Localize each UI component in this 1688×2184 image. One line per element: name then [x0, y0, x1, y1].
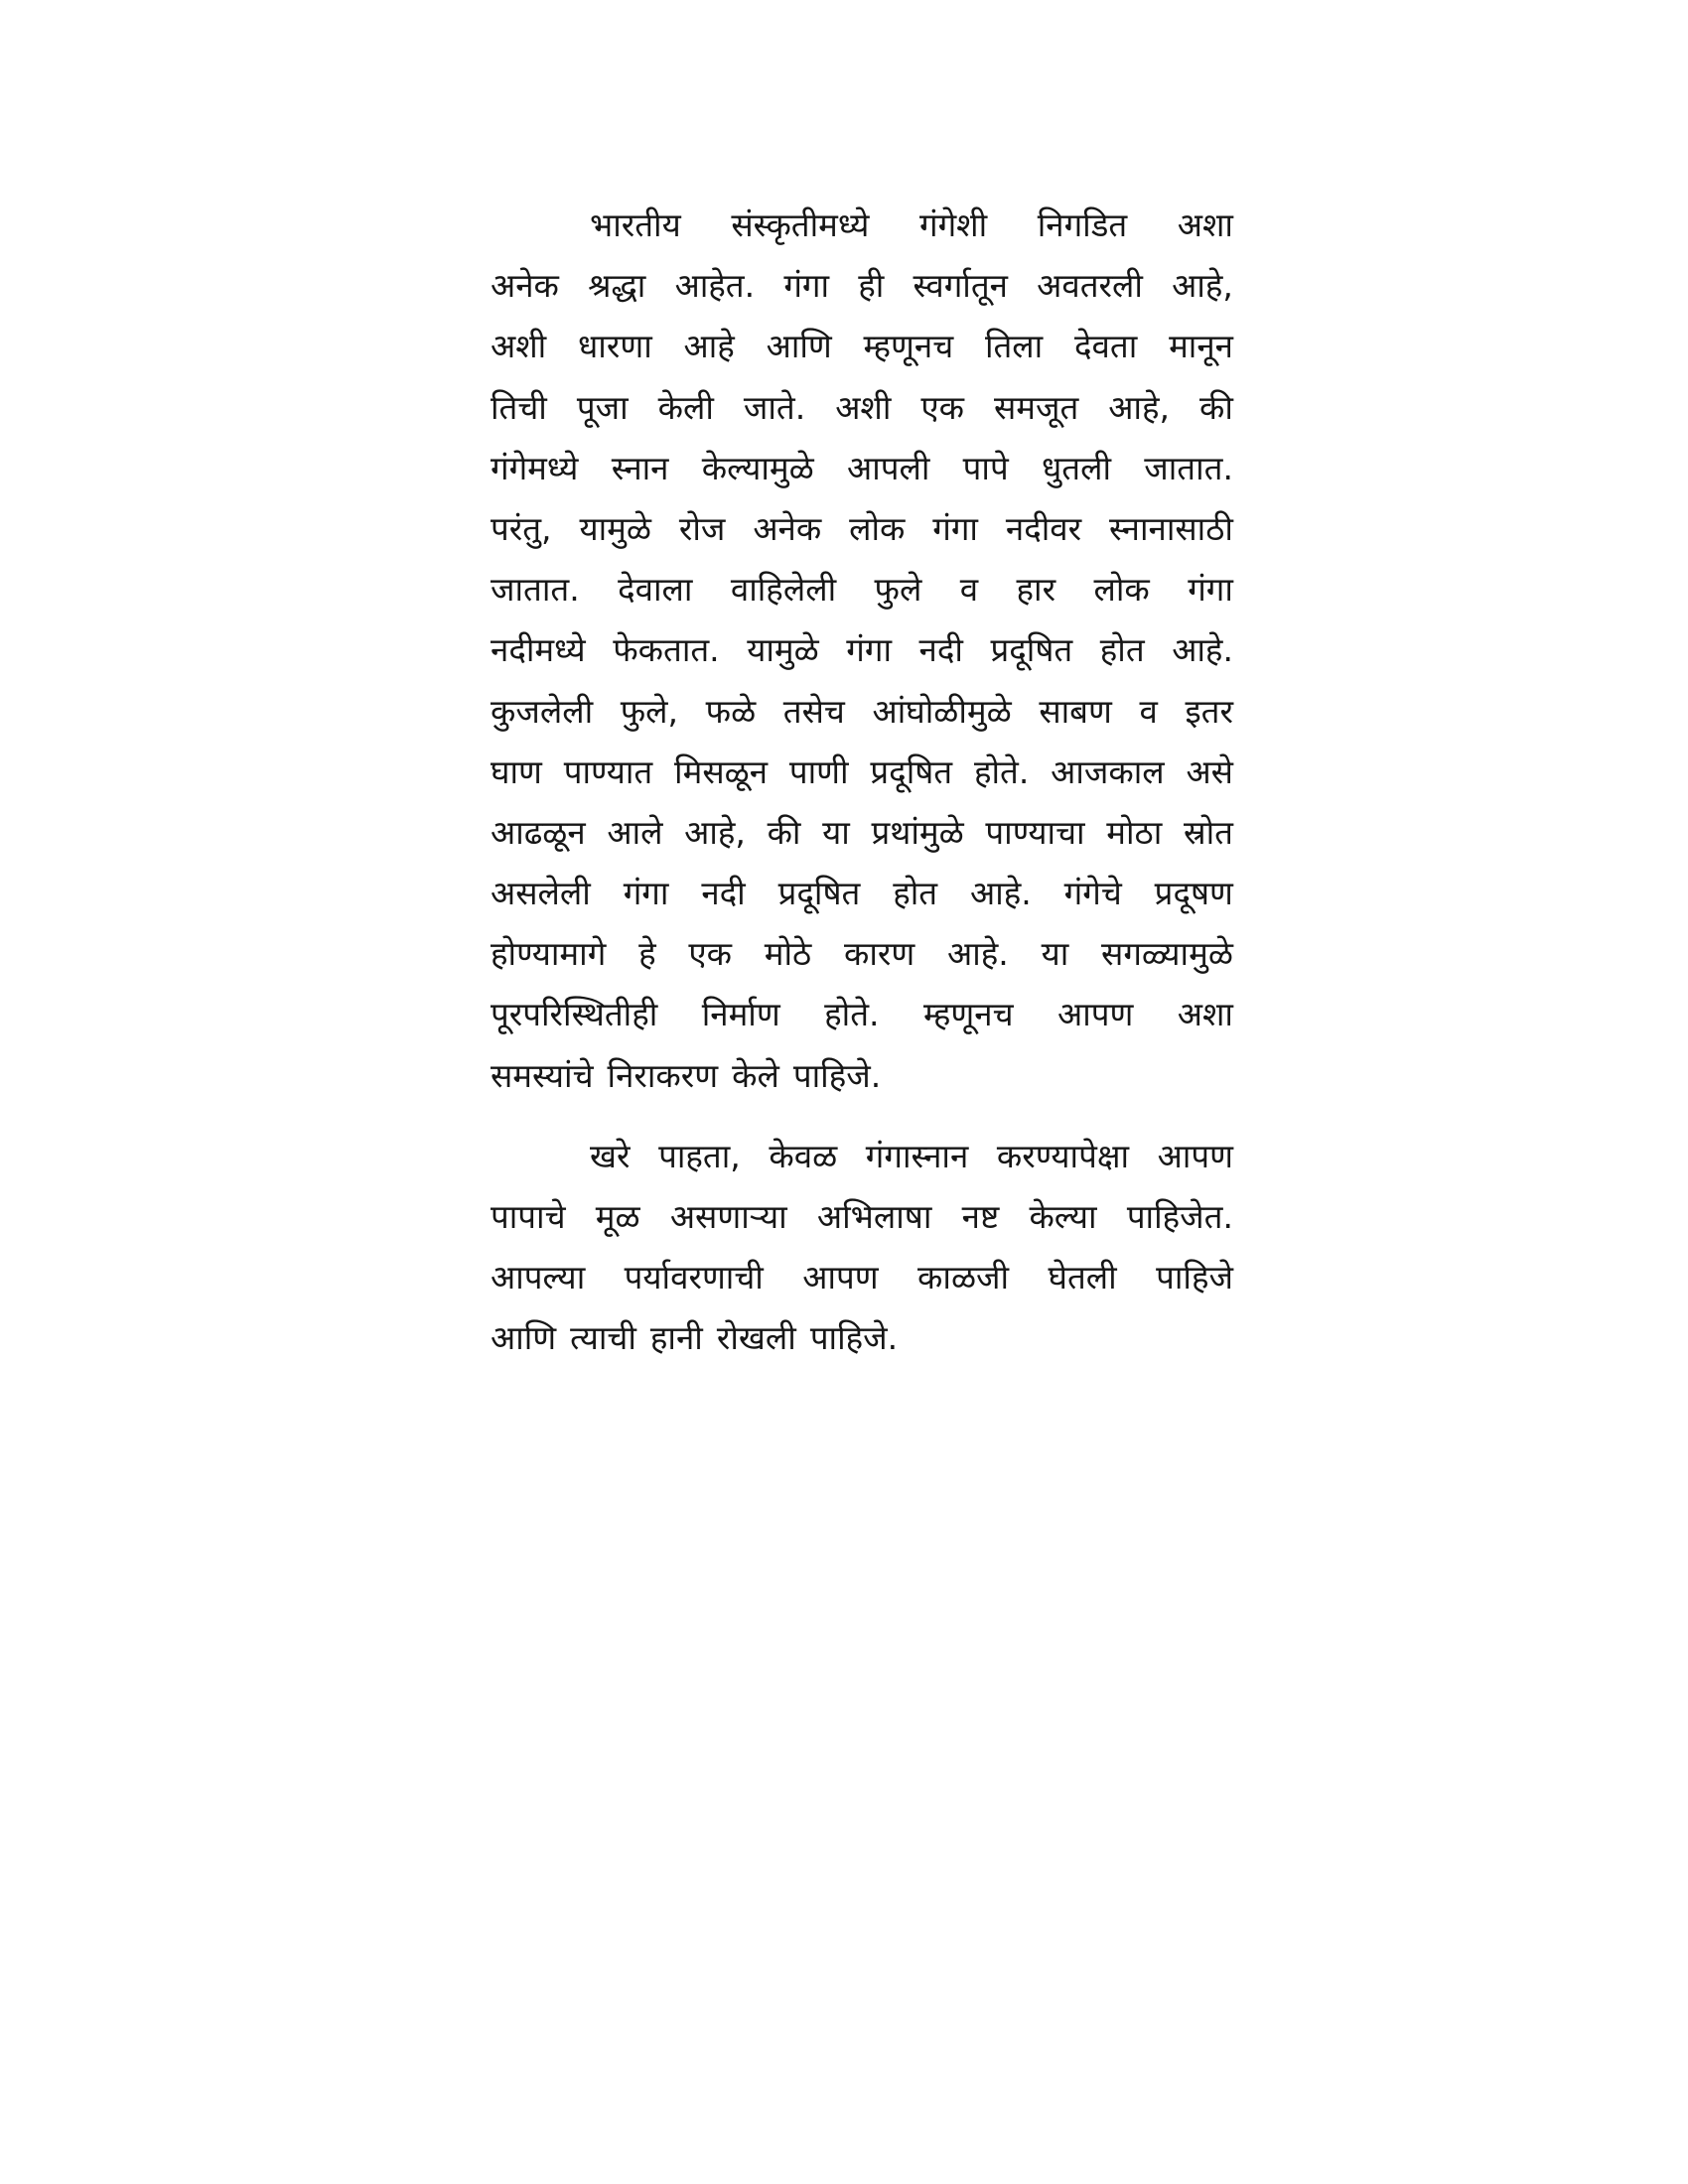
text-line — [491, 681, 1233, 742]
word: एक — [920, 387, 964, 427]
word: निराकरण — [607, 1055, 719, 1095]
word: मोठा — [1106, 812, 1163, 852]
word: भारतीय — [590, 205, 681, 244]
word: आणि — [491, 1318, 557, 1358]
word: अभिलाषा — [816, 1197, 932, 1236]
word: आहे, — [684, 812, 746, 852]
word: जातात. — [491, 570, 580, 610]
word: अनेक — [491, 266, 559, 306]
word: आले — [607, 812, 663, 852]
word: यामुळे — [579, 508, 651, 548]
word: करण्यापेक्षा — [996, 1136, 1130, 1175]
word: आहे, — [1172, 266, 1233, 306]
text-line — [491, 559, 1233, 619]
word: गंगास्नान — [865, 1136, 969, 1175]
word: केली — [657, 387, 714, 427]
word: साबण — [1039, 691, 1112, 731]
word: घेतली — [1048, 1258, 1117, 1297]
word: वाहिलेली — [730, 570, 837, 610]
word: स्वर्गातून — [913, 266, 1008, 306]
word: आहे. — [970, 874, 1032, 913]
word: समजूत — [993, 387, 1079, 427]
word: फेकतात. — [613, 630, 720, 670]
word: आणि — [766, 327, 832, 366]
word: गंगेशी — [919, 205, 988, 244]
word: या — [1041, 934, 1069, 974]
word: केल्यामुळे — [701, 448, 814, 487]
word: आहे. — [947, 934, 1009, 974]
word: सगळ्यामुळे — [1101, 934, 1233, 974]
word: होण्यामागे — [491, 934, 607, 974]
word: गंगा — [1188, 570, 1233, 610]
word: गंगा — [783, 266, 830, 306]
word: देवाला — [618, 570, 693, 610]
word: निगडित — [1037, 205, 1128, 244]
word: नष्ट — [961, 1197, 1000, 1236]
word: पाहिजे — [1156, 1258, 1233, 1297]
word: कुजलेली — [491, 691, 594, 731]
word: पाहिजेत. — [1126, 1197, 1233, 1236]
word: आपण — [1056, 995, 1134, 1034]
word: स्रोत — [1183, 812, 1233, 852]
word: व — [959, 570, 979, 610]
text-line — [491, 1247, 1233, 1307]
word: नदी — [918, 630, 963, 670]
paragraph-1 — [491, 195, 1233, 1106]
word: गंगा — [846, 630, 892, 670]
word: तिला — [984, 327, 1044, 366]
word: असे — [1186, 751, 1233, 791]
word: इतर — [1185, 691, 1233, 731]
word: अनेक — [753, 508, 822, 548]
word: केले — [732, 1055, 779, 1095]
word: अवतरली — [1037, 266, 1143, 306]
word: पाहिजे. — [792, 1055, 882, 1095]
text-line — [491, 1045, 1233, 1106]
word: घाण — [491, 751, 542, 791]
word: मानून — [1169, 327, 1233, 366]
word: केवळ — [769, 1136, 838, 1175]
word: अशा — [1177, 995, 1233, 1034]
word: प्रदूषण — [1154, 874, 1233, 913]
word: नदी — [701, 874, 746, 913]
word: देवता — [1074, 327, 1138, 366]
body-text — [491, 195, 1233, 1369]
text-line — [491, 802, 1233, 863]
word: आजकाल — [1051, 751, 1165, 791]
word: एक — [688, 934, 732, 974]
word: पाण्यात — [563, 751, 653, 791]
text-line — [491, 1126, 1233, 1186]
text-line — [491, 742, 1233, 802]
word: आंघोळीमुळे — [872, 691, 1012, 731]
word: पूरपरिस्थितीही — [491, 995, 658, 1034]
word: अशी — [491, 327, 547, 366]
word: फळे — [705, 691, 757, 731]
word: लोक — [849, 508, 906, 548]
word: प्रथांमुळे — [871, 812, 964, 852]
word: स्नान — [611, 448, 669, 487]
text-line — [491, 498, 1233, 559]
word: होते. — [973, 751, 1030, 791]
text-line — [491, 316, 1233, 376]
word: प्रदूषित — [990, 630, 1073, 670]
word: पाहिजे. — [809, 1318, 899, 1358]
word: धुतली — [1041, 448, 1111, 487]
word: पर्यावरणाची — [624, 1258, 764, 1297]
word: गंगेमध्ये — [491, 448, 579, 487]
word: आहे, — [1108, 387, 1171, 427]
word: असणाऱ्या — [669, 1197, 787, 1236]
word: होत — [1099, 630, 1145, 670]
text-line — [491, 984, 1233, 1044]
word: श्रद्धा — [588, 266, 646, 306]
word: खरे — [590, 1136, 631, 1175]
word: आपल्या — [491, 1258, 586, 1297]
word: जाते. — [743, 387, 806, 427]
word: धारणा — [578, 327, 652, 366]
word: ही — [858, 266, 885, 306]
word: गंगा — [623, 874, 669, 913]
word: आपण — [1157, 1136, 1233, 1175]
paragraph-spacer — [491, 1106, 1233, 1126]
text-line — [491, 255, 1233, 316]
word: आपली — [846, 448, 930, 487]
word: मूळ — [595, 1197, 640, 1236]
word: की — [1199, 387, 1233, 427]
word: तसेच — [782, 691, 845, 731]
word: अशा — [1177, 205, 1233, 244]
word: रोखली — [716, 1318, 796, 1358]
word: यामुळे — [747, 630, 819, 670]
word: काळजी — [917, 1258, 1010, 1297]
word: त्याची — [570, 1318, 636, 1358]
word: हार — [1016, 570, 1056, 610]
text-line — [491, 619, 1233, 680]
word: असलेली — [491, 874, 591, 913]
word: म्हणूनच — [922, 995, 1014, 1034]
word: पाण्याचा — [985, 812, 1085, 852]
text-line — [491, 195, 1233, 255]
word: पूजा — [576, 387, 629, 427]
word: म्हणूनच — [863, 327, 954, 366]
word: नदीमध्ये — [491, 630, 586, 670]
text-line — [491, 1186, 1233, 1247]
word: रोज — [678, 508, 726, 548]
text-line — [491, 923, 1233, 984]
word: स्नानासाठी — [1109, 508, 1233, 548]
word: हानी — [649, 1318, 703, 1358]
word: या — [822, 812, 850, 852]
word: पाणी — [788, 751, 849, 791]
paragraph-2 — [491, 1126, 1233, 1369]
word: अशी — [835, 387, 892, 427]
word: प्रदूषित — [777, 874, 861, 913]
text-line — [491, 438, 1233, 498]
word: केल्या — [1029, 1197, 1097, 1236]
word: पापे — [962, 448, 1009, 487]
word: तिची — [491, 387, 547, 427]
word: पाहता, — [658, 1136, 741, 1175]
word: परंतु, — [491, 508, 552, 548]
word: संस्कृतीमध्ये — [731, 205, 870, 244]
word: मिसळून — [674, 751, 769, 791]
text-line — [491, 1307, 1233, 1368]
word: होते. — [824, 995, 880, 1034]
word: मोठे — [764, 934, 812, 974]
word: निर्माण — [701, 995, 780, 1034]
word: प्रदूषित — [870, 751, 953, 791]
word: गंगेचे — [1063, 874, 1122, 913]
word: होत — [893, 874, 938, 913]
word: गंगा — [932, 508, 978, 548]
word: आपण — [802, 1258, 879, 1297]
word: पापाचे — [491, 1197, 566, 1236]
word: आहे — [683, 327, 735, 366]
word: व — [1139, 691, 1158, 731]
word: लोक — [1093, 570, 1150, 610]
word: कारण — [844, 934, 915, 974]
word: नदीवर — [1005, 508, 1082, 548]
word: समस्यांचे — [491, 1055, 594, 1095]
word: फुले, — [620, 691, 679, 731]
text-line — [491, 863, 1233, 923]
word: आहे. — [1172, 630, 1233, 670]
word: आहेत. — [674, 266, 756, 306]
word: आढळून — [491, 812, 586, 852]
word: फुले — [874, 570, 922, 610]
word: जातात. — [1144, 448, 1233, 487]
text-line — [491, 377, 1233, 438]
word: की — [767, 812, 801, 852]
word: हे — [638, 934, 656, 974]
